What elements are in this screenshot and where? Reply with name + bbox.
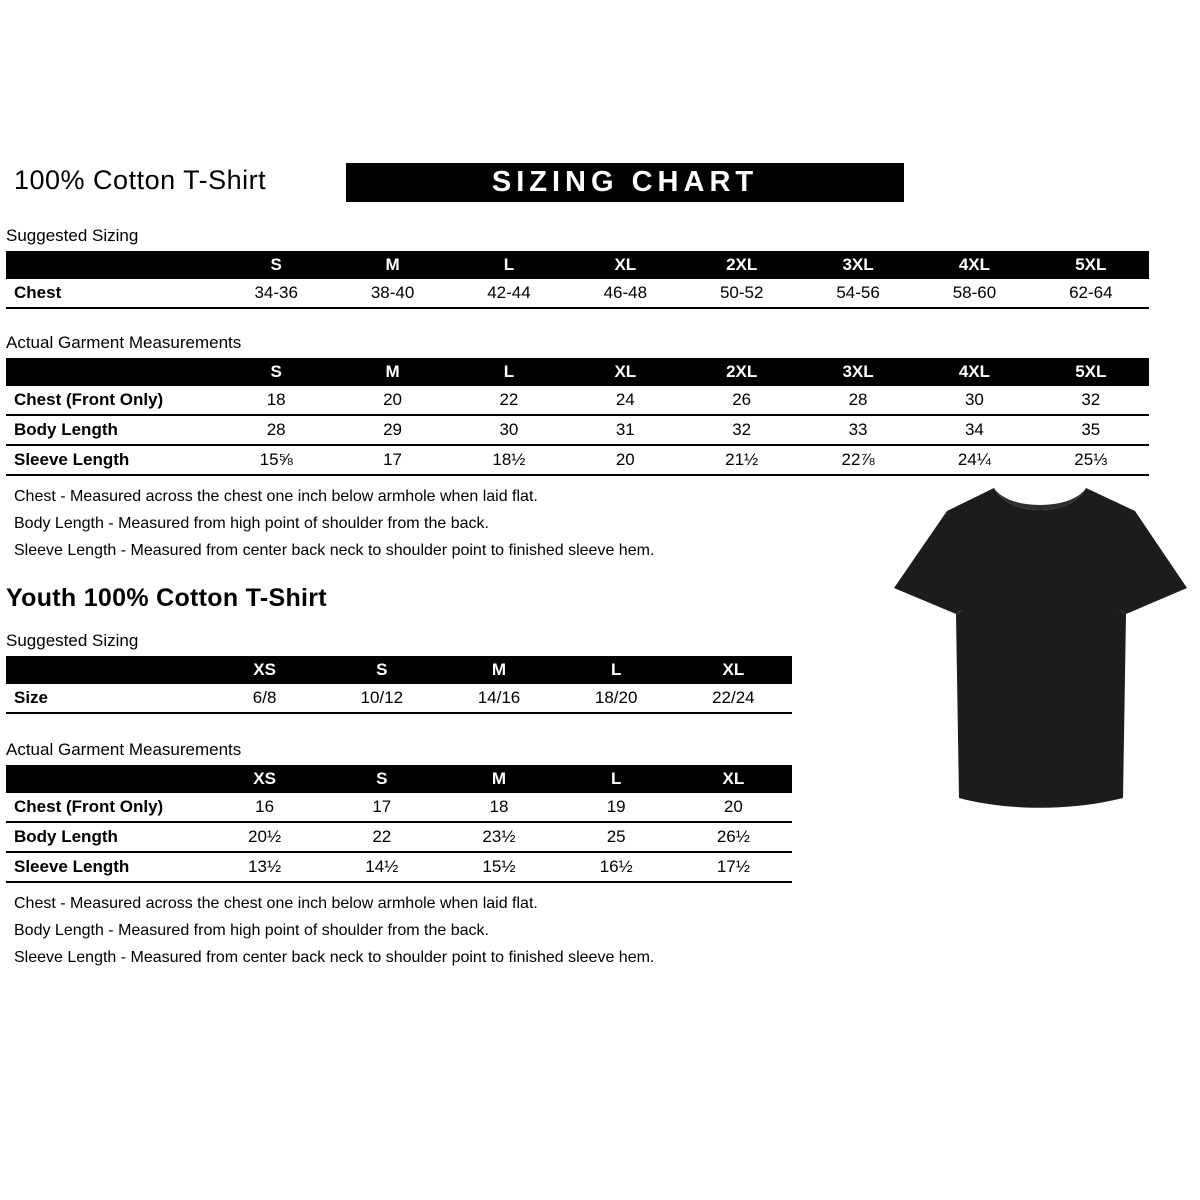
size-value: 34 [916, 415, 1032, 445]
size-column-header: M [334, 358, 450, 386]
size-column-header: L [558, 765, 675, 793]
size-value: 16½ [558, 852, 675, 882]
table-row [6, 415, 1149, 445]
youth-suggested-sizing-label: Suggested Sizing [6, 631, 139, 650]
size-column-header: 5XL [1033, 251, 1149, 279]
size-value: 58-60 [916, 279, 1032, 308]
size-value: 20½ [206, 822, 323, 852]
size-column-header: L [451, 251, 567, 279]
size-value: 20 [675, 793, 792, 822]
row-label: Chest (Front Only) [6, 386, 218, 415]
size-value: 62-64 [1033, 279, 1149, 308]
size-value: 17½ [675, 852, 792, 882]
row-label: Body Length [6, 415, 218, 445]
size-column-header: M [334, 251, 450, 279]
size-value: 18½ [451, 445, 567, 475]
size-column-header: 3XL [800, 251, 916, 279]
size-value: 24 [567, 386, 683, 415]
size-value: 31 [567, 415, 683, 445]
size-value: 19 [558, 793, 675, 822]
size-value: 22⅞ [800, 445, 916, 475]
size-column-header: S [323, 656, 440, 684]
size-value: 22 [451, 386, 567, 415]
table-row [6, 684, 792, 713]
adult-suggested-sizing-label: Suggested Sizing [6, 226, 139, 245]
tshirt-product-image [890, 476, 1190, 818]
measurement-note: Sleeve Length - Measured from center back neck to shoulder point to finished sleeve hem. [14, 542, 655, 559]
table-row [6, 793, 792, 822]
page-header [6, 165, 1200, 213]
size-value: 15½ [440, 852, 557, 882]
adult-actual-measurements-label: Actual Garment Measurements [6, 333, 242, 352]
size-value: 14/16 [440, 684, 557, 713]
size-column-header: 5XL [1033, 358, 1149, 386]
row-label: Body Length [6, 822, 206, 852]
size-value: 18 [218, 386, 334, 415]
measurement-note: Chest - Measured across the chest one inch below armhole when laid flat. [14, 488, 538, 505]
size-value: 54-56 [800, 279, 916, 308]
size-value: 14½ [323, 852, 440, 882]
size-column-header: M [440, 765, 557, 793]
size-column-header: XL [675, 765, 792, 793]
size-value: 16 [206, 793, 323, 822]
size-value: 25⅓ [1033, 445, 1149, 475]
size-value: 30 [451, 415, 567, 445]
size-value: 13½ [206, 852, 323, 882]
size-column-header: 2XL [684, 251, 800, 279]
size-value: 26 [684, 386, 800, 415]
size-value: 32 [1033, 386, 1149, 415]
size-value: 32 [684, 415, 800, 445]
table-row [6, 279, 1149, 308]
tshirt-icon [890, 476, 1190, 818]
table-row [6, 386, 1149, 415]
sizing-chart-banner [346, 163, 904, 202]
measurement-note: Sleeve Length - Measured from center back neck to shoulder point to finished sleeve hem. [14, 949, 655, 966]
youth-measurement-notes [6, 895, 1200, 967]
youth-actual-measurements-table [6, 765, 792, 883]
size-column-header: S [323, 765, 440, 793]
measurement-note: Body Length - Measured from high point of shoulder from the back. [14, 922, 489, 939]
size-column-header: XL [567, 358, 683, 386]
table-row [6, 822, 792, 852]
size-column-header: 4XL [916, 251, 1032, 279]
size-value: 18/20 [558, 684, 675, 713]
size-column-header: XS [206, 765, 323, 793]
size-value: 28 [800, 386, 916, 415]
row-label: Sleeve Length [6, 852, 206, 882]
size-value: 22/24 [675, 684, 792, 713]
size-value: 38-40 [334, 279, 450, 308]
adult-suggested-sizing-table [6, 251, 1149, 309]
row-label-header [6, 251, 218, 279]
row-label: Chest [6, 279, 218, 308]
size-column-header: XL [675, 656, 792, 684]
size-column-header: 3XL [800, 358, 916, 386]
size-value: 20 [334, 386, 450, 415]
size-column-header: XS [206, 656, 323, 684]
row-label: Size [6, 684, 206, 713]
size-value: 15⅝ [218, 445, 334, 475]
size-column-header: XL [567, 251, 683, 279]
size-value: 26½ [675, 822, 792, 852]
size-column-header: S [218, 358, 334, 386]
size-value: 17 [323, 793, 440, 822]
size-value: 29 [334, 415, 450, 445]
youth-suggested-sizing-table [6, 656, 792, 714]
measurement-note: Chest - Measured across the chest one inch below armhole when laid flat. [14, 895, 538, 912]
size-value: 28 [218, 415, 334, 445]
size-value: 25 [558, 822, 675, 852]
size-value: 10/12 [323, 684, 440, 713]
adult-actual-measurements-table [6, 358, 1149, 476]
size-value: 18 [440, 793, 557, 822]
size-column-header: 2XL [684, 358, 800, 386]
size-value: 35 [1033, 415, 1149, 445]
measurement-note: Body Length - Measured from high point of shoulder from the back. [14, 515, 489, 532]
row-label-header [6, 358, 218, 386]
size-value: 24¼ [916, 445, 1032, 475]
sizing-chart-banner-label: SIZING CHART [491, 166, 759, 198]
youth-actual-measurements-label: Actual Garment Measurements [6, 740, 242, 759]
size-value: 46-48 [567, 279, 683, 308]
row-label: Chest (Front Only) [6, 793, 206, 822]
size-value: 20 [567, 445, 683, 475]
size-value: 33 [800, 415, 916, 445]
size-value: 34-36 [218, 279, 334, 308]
size-value: 17 [334, 445, 450, 475]
table-row [6, 852, 792, 882]
size-value: 22 [323, 822, 440, 852]
size-value: 6/8 [206, 684, 323, 713]
youth-title: Youth 100% Cotton T-Shirt [6, 584, 327, 612]
size-value: 21½ [684, 445, 800, 475]
row-label: Sleeve Length [6, 445, 218, 475]
page-title: 100% Cotton T-Shirt [14, 165, 267, 195]
table-row [6, 445, 1149, 475]
size-column-header: S [218, 251, 334, 279]
row-label-header [6, 765, 206, 793]
size-value: 23½ [440, 822, 557, 852]
row-label-header [6, 656, 206, 684]
size-value: 42-44 [451, 279, 567, 308]
size-value: 30 [916, 386, 1032, 415]
size-column-header: L [558, 656, 675, 684]
size-column-header: 4XL [916, 358, 1032, 386]
size-column-header: L [451, 358, 567, 386]
size-column-header: M [440, 656, 557, 684]
size-value: 50-52 [684, 279, 800, 308]
